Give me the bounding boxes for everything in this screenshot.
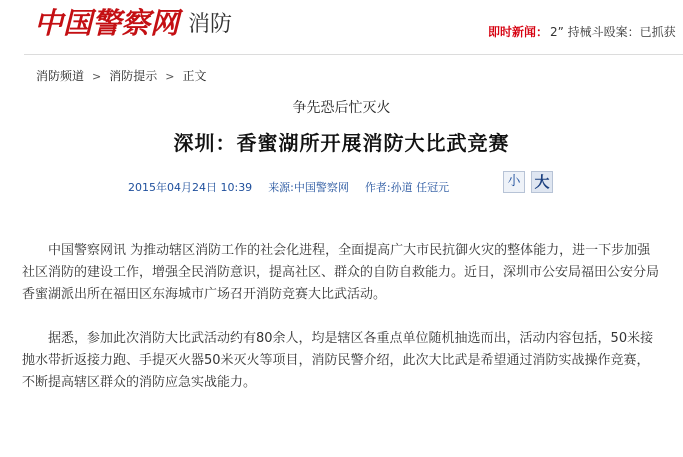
breadcrumb-separator: > [92, 70, 102, 83]
article-kicker: 争先恐后忙灭火 [292, 100, 391, 116]
breadcrumb-item-fire-tips[interactable]: 消防提示 [109, 69, 158, 83]
font-size-large-button[interactable]: 大 [531, 171, 553, 193]
channel-name[interactable]: 消防 [188, 12, 233, 37]
article-source: 来源:中国警察网 [268, 181, 349, 194]
breaking-news-ticker[interactable] [488, 24, 676, 40]
site-header [0, 0, 683, 50]
article-date: 2015年04月24日 10:39 [128, 181, 253, 194]
breadcrumb-item-fire-channel[interactable]: 消防频道 [36, 69, 85, 83]
article-paragraph: 中国警察网讯 为推动辖区消防工作的社会化进程，全面提高广大市民抗御火灾的整体能力，进一下步加强社区消防的建设工作，增强全民消防意识，提高社区、群众的自防自救能力。近日，深圳市公安局福田公安分局香蜜湖派出所在福田区东海城市广场召开消防竞赛大比武活动。 [22, 243, 660, 302]
article-meta [128, 181, 465, 195]
site-logo[interactable]: 中国警察网 [34, 6, 180, 40]
breaking-news-label: 即时新闻： [488, 25, 549, 39]
breadcrumb-item-current: 正文 [182, 69, 207, 83]
font-size-small-button[interactable]: 小 [503, 171, 525, 193]
breaking-news-text[interactable]: 2” 持械斗殴案：已抓获 [550, 25, 676, 39]
article-author: 作者:孙道 任冠元 [364, 181, 450, 194]
breadcrumb-separator: > [165, 70, 175, 83]
article-body [22, 240, 662, 416]
breadcrumb [36, 68, 206, 85]
article-paragraph: 据悉，参加此次消防大比武活动约有80余人，均是辖区各重点单位随机抽选而出，活动内容包括，50米接抛水带折返接力跑、手提灭火器50米灭火等项目，消防民警介绍，此次大比武是希望通过消防实战操作竞赛，不断提高辖区群众的消防应急实战能力。 [22, 331, 654, 390]
header-divider [24, 54, 683, 55]
article-title: 深圳：香蜜湖所开展消防大比武竞赛 [173, 131, 510, 155]
